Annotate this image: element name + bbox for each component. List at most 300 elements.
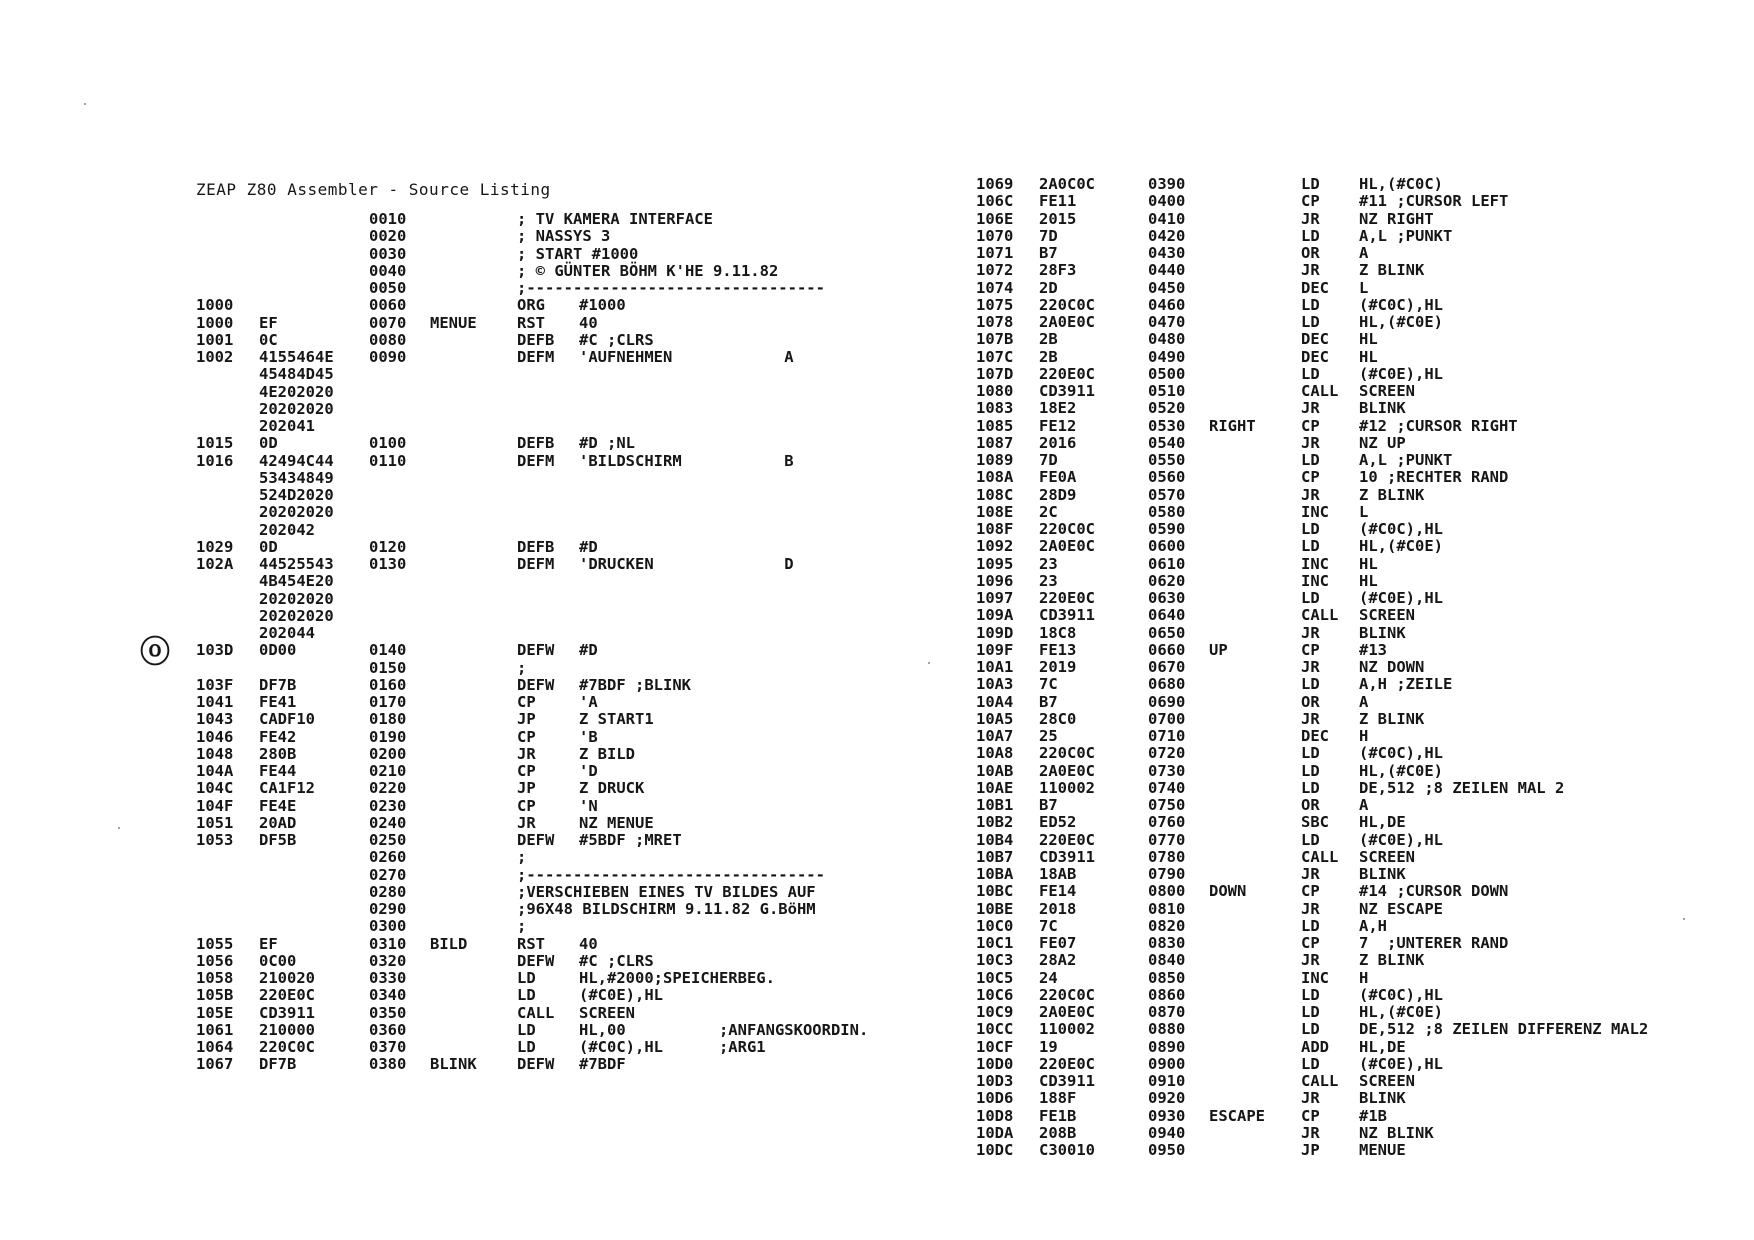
listing-cell-op: JR [1301, 899, 1320, 918]
listing-cell-op: CP [1301, 1106, 1320, 1125]
listing-cell-op: JR [1301, 399, 1320, 418]
listing-cell-addr: 10B2 [976, 813, 1014, 832]
listing-cell-hex: 4B454E20 [259, 572, 334, 591]
listing-cell-line: 0810 [1148, 899, 1186, 918]
listing-cell-addr: 10AB [976, 761, 1014, 780]
listing-cell-addr: 10DC [976, 1141, 1014, 1159]
listing-cell-hex: 220E0C [1039, 364, 1095, 383]
listing-cell-arg: #14 ;CURSOR DOWN [1359, 882, 1509, 901]
listing-cell-arg: (#C0E),HL [1359, 364, 1443, 383]
listing-cell-hex: 23 [1039, 571, 1058, 590]
listing-cell-op: LD [1301, 985, 1320, 1004]
listing-cell-hex: 188F [1039, 1089, 1077, 1108]
listing-cell-hex: FE42 [259, 727, 297, 746]
listing-cell-line: 0300 [369, 917, 407, 936]
listing-cell-addr: 106E [976, 209, 1014, 228]
listing-cell-line: 0430 [1148, 244, 1186, 262]
listing-cell-arg: NZ RIGHT [1359, 209, 1434, 228]
listing-cell-line: 0600 [1148, 537, 1186, 556]
listing-cell-op: DEC [1301, 727, 1329, 745]
listing-cell-op: CP [1301, 882, 1320, 901]
listing-cell-hex: 220E0C [1039, 589, 1095, 607]
listing-cell-arg: A,L ;PUNKT [1359, 451, 1453, 469]
listing-cell-hex: 2B [1039, 330, 1058, 349]
listing-title: ZEAP Z80 Assembler - Source Listing [196, 180, 551, 199]
listing-cell-addr: 1078 [976, 313, 1014, 331]
listing-cell-line: 0460 [1148, 295, 1186, 314]
listing-cell-hex: 20202020 [259, 399, 334, 418]
listing-cell-hex: 220C0C [1039, 295, 1095, 314]
listing-cell-hex: 202041 [259, 417, 315, 435]
listing-cell-op: OR [1301, 244, 1320, 262]
listing-cell-op: CALL [1301, 1072, 1339, 1090]
listing-cell-arg: Z BILD [579, 744, 635, 763]
listing-cell-addr: 10C6 [976, 985, 1014, 1004]
listing-cell-hex: FE14 [1039, 882, 1077, 901]
listing-cell-addr: 1087 [976, 433, 1014, 452]
listing-cell-addr: 105E [196, 1003, 234, 1022]
listing-cell-label: RIGHT [1209, 416, 1256, 435]
listing-cell-addr: 1061 [196, 1020, 234, 1039]
listing-cell-hex: EF [259, 313, 278, 332]
listing-cell-line: 0340 [369, 986, 407, 1005]
listing-cell-addr: 1096 [976, 571, 1014, 590]
listing-cell-hex: 2B [1039, 347, 1058, 366]
listing-cell-op: JR [517, 744, 536, 763]
listing-cell-hex: 524D2020 [259, 486, 334, 504]
listing-cell-arg: (#C0E),HL [1359, 1054, 1443, 1073]
listing-cell-addr: 10BA [976, 865, 1014, 883]
listing-cell-hex: 2015 [1039, 209, 1077, 228]
listing-cell-line: 0190 [369, 727, 407, 746]
listing-cell-hex: DF7B [259, 675, 297, 694]
listing-cell-arg: Z BLINK [1359, 261, 1425, 280]
listing-cell-line: 0250 [369, 831, 407, 849]
listing-cell-arg: HL [1359, 554, 1378, 573]
listing-cell-addr: 10C5 [976, 968, 1014, 987]
listing-cell-addr: 1095 [976, 554, 1014, 573]
listing-cell-hex: 25 [1039, 727, 1058, 745]
listing-cell-arg: #D [579, 537, 598, 556]
listing-cell-line: 0540 [1148, 433, 1186, 452]
listing-cell-arg: 40 [579, 934, 598, 953]
listing-cell-arg: HL [1359, 330, 1378, 349]
listing-cell-arg: BLINK [1359, 1089, 1406, 1108]
listing-cell-arg: HL [1359, 347, 1378, 366]
listing-cell-line: 0150 [369, 658, 407, 677]
listing-cell-hex: 4155464E [259, 348, 334, 366]
listing-cell-line: 0060 [369, 296, 407, 315]
listing-cell-hex: 2D [1039, 278, 1058, 297]
listing-cell-arg: SCREEN [1359, 1072, 1415, 1090]
listing-cell-arg: L [1359, 502, 1369, 521]
listing-cell-addr: 108A [976, 468, 1014, 487]
listing-cell-op: JR [1301, 865, 1320, 883]
listing-cell-arg: #12 ;CURSOR RIGHT [1359, 416, 1518, 435]
listing-cell-arg: H [1359, 727, 1369, 745]
listing-cell-line: 0090 [369, 348, 407, 366]
listing-cell-hex: 2A0E0C [1039, 761, 1095, 780]
listing-cell-addr: 103D [196, 641, 234, 660]
listing-cell-op: ;VERSCHIEBEN EINES TV BILDES AUF [517, 882, 816, 901]
listing-cell-op: JP [1301, 1141, 1320, 1159]
listing-cell-line: 0550 [1148, 451, 1186, 469]
listing-cell-line: 0030 [369, 244, 407, 263]
listing-cell-op: LD [517, 1038, 536, 1056]
listing-cell-line: 0200 [369, 744, 407, 763]
listing-cell-hex: FE13 [1039, 640, 1077, 659]
listing-cell-op: ; NASSYS 3 [517, 227, 611, 246]
listing-cell-op: DEFM [517, 451, 555, 470]
listing-cell-arg: NZ MENUE [579, 813, 654, 832]
listing-cell-op: JR [1301, 623, 1320, 642]
listing-cell-line: 0830 [1148, 934, 1186, 952]
listing-cell-arg: HL,(#C0E) [1359, 761, 1443, 780]
listing-cell-addr: 1089 [976, 451, 1014, 469]
listing-cell-line: 0650 [1148, 623, 1186, 642]
listing-cell-op: DEFW [517, 951, 555, 970]
listing-cell-line: 0210 [369, 762, 407, 780]
listing-cell-addr: 10A1 [976, 658, 1014, 676]
listing-cell-hex: 202044 [259, 624, 315, 642]
listing-cell-op: OR [1301, 796, 1320, 814]
listing-cell-addr: 1085 [976, 416, 1014, 435]
listing-cell-addr: 10C0 [976, 916, 1014, 935]
listing-cell-arg: HL,(#C0C) [1359, 175, 1443, 193]
listing-cell-line: 0140 [369, 641, 407, 660]
listing-cell-arg: SCREEN [579, 1003, 635, 1022]
listing-cell-line: 0260 [369, 848, 407, 867]
listing-cell-addr: 103F [196, 675, 234, 694]
listing-cell-line: 0660 [1148, 640, 1186, 659]
listing-cell-line: 0270 [369, 865, 407, 884]
listing-cell-arg: Z START1 [579, 710, 654, 729]
listing-cell-op: LD [1301, 761, 1320, 780]
listing-cell-hex: EF [259, 934, 278, 953]
margin-mark: ⓞ [140, 635, 170, 670]
listing-cell-hex: B7 [1039, 692, 1058, 711]
listing-cell-arg: (#C0C),HL [1359, 744, 1443, 763]
listing-cell-op: JR [1301, 261, 1320, 280]
listing-cell-line: 0570 [1148, 485, 1186, 504]
listing-cell-hex: FE07 [1039, 934, 1077, 952]
listing-cell-line: 0880 [1148, 1020, 1186, 1039]
listing-cell-op: LD [1301, 295, 1320, 314]
listing-cell-line: 0840 [1148, 951, 1186, 970]
listing-cell-addr: 10CF [976, 1037, 1014, 1056]
paper-speck [84, 103, 86, 105]
listing-cell-label: BILD [430, 934, 468, 953]
listing-cell-op: JR [1301, 658, 1320, 676]
listing-cell-line: 0520 [1148, 399, 1186, 418]
listing-cell-line: 0850 [1148, 968, 1186, 987]
listing-cell-op: OR [1301, 692, 1320, 711]
listing-cell-op: CP [517, 762, 536, 780]
listing-cell-addr: 1051 [196, 813, 234, 832]
listing-cell-arg: #D [579, 641, 598, 660]
paper-speck [1683, 918, 1685, 920]
listing-cell-line: 0350 [369, 1003, 407, 1022]
listing-cell-line: 0500 [1148, 364, 1186, 383]
listing-cell-arg: (#C0E),HL [579, 986, 663, 1005]
listing-cell-hex: 28C0 [1039, 709, 1077, 728]
listing-cell-addr: 10CC [976, 1020, 1014, 1039]
listing-cell-op: LD [1301, 916, 1320, 935]
listing-cell-label: DOWN [1209, 882, 1247, 901]
listing-cell-arg: HL,#2000;SPEICHERBEG. [579, 969, 775, 987]
listing-cell-addr: 1072 [976, 261, 1014, 280]
listing-cell-line: 0610 [1148, 554, 1186, 573]
listing-cell-hex: 18E2 [1039, 399, 1077, 418]
listing-cell-hex: CADF10 [259, 710, 315, 729]
listing-cell-hex: 0D00 [259, 641, 297, 660]
listing-cell-hex: 202042 [259, 520, 315, 539]
listing-cell-addr: 10AE [976, 778, 1014, 797]
listing-cell-hex: DF7B [259, 1055, 297, 1074]
listing-cell-hex: DF5B [259, 831, 297, 849]
listing-cell-line: 0820 [1148, 916, 1186, 935]
listing-cell-op: DEC [1301, 347, 1329, 366]
listing-cell-arg: #1000 [579, 296, 626, 315]
listing-cell-hex: 220E0C [1039, 830, 1095, 849]
listing-cell-line: 0290 [369, 900, 407, 918]
listing-cell-op: LD [1301, 1003, 1320, 1021]
listing-cell-arg: (#C0E),HL [1359, 830, 1443, 849]
listing-cell-hex: B7 [1039, 796, 1058, 814]
listing-cell-arg: 'N [579, 796, 598, 815]
listing-cell-arg: 'AUFNEHMEN A [579, 348, 794, 366]
listing-cell-arg: NZ UP [1359, 433, 1406, 452]
listing-cell-line: 0400 [1148, 192, 1186, 211]
listing-cell-line: 0450 [1148, 278, 1186, 297]
listing-cell-hex: FE44 [259, 762, 297, 780]
listing-cell-hex: 28D9 [1039, 485, 1077, 504]
listing-cell-label: UP [1209, 640, 1228, 659]
listing-cell-addr: 1097 [976, 589, 1014, 607]
listing-cell-arg: A [1359, 796, 1369, 814]
listing-cell-arg: HL,(#C0E) [1359, 537, 1443, 556]
listing-cell-line: 0870 [1148, 1003, 1186, 1021]
listing-cell-op: CP [517, 693, 536, 711]
listing-cell-hex: 2A0C0C [1039, 175, 1095, 193]
listing-cell-addr: 1001 [196, 330, 234, 349]
listing-cell-addr: 10A4 [976, 692, 1014, 711]
listing-cell-op: RST [517, 313, 545, 332]
listing-cell-addr: 104F [196, 796, 234, 815]
listing-cell-arg: BLINK [1359, 865, 1406, 883]
listing-cell-hex: 220C0C [259, 1038, 315, 1056]
listing-cell-op: LD [517, 986, 536, 1005]
listing-cell-hex: FE0A [1039, 468, 1077, 487]
listing-cell-op: ;-------------------------------- [517, 865, 825, 884]
listing-cell-arg: Z DRUCK [579, 779, 645, 798]
listing-cell-addr: 1080 [976, 382, 1014, 400]
listing-cell-line: 0310 [369, 934, 407, 953]
listing-cell-op: LD [1301, 830, 1320, 849]
listing-cell-addr: 10DA [976, 1123, 1014, 1142]
listing-cell-hex: 28F3 [1039, 261, 1077, 280]
listing-cell-op: DEFW [517, 641, 555, 660]
listing-cell-arg: 'BILDSCHIRM B [579, 451, 794, 470]
listing-cell-arg: #5BDF ;MRET [579, 831, 682, 849]
listing-cell-op: ;-------------------------------- [517, 279, 825, 297]
listing-cell-hex: 23 [1039, 554, 1058, 573]
listing-cell-line: 0710 [1148, 727, 1186, 745]
listing-cell-arg: HL [1359, 571, 1378, 590]
listing-cell-line: 0410 [1148, 209, 1186, 228]
listing-cell-arg: HL,(#C0E) [1359, 313, 1443, 331]
listing-cell-op: CP [517, 727, 536, 746]
listing-cell-line: 0080 [369, 330, 407, 349]
listing-cell-op: JR [1301, 1123, 1320, 1142]
listing-cell-hex: 2A0E0C [1039, 313, 1095, 331]
listing-cell-line: 0110 [369, 451, 407, 470]
listing-cell-arg: 'B [579, 727, 598, 746]
listing-cell-line: 0100 [369, 434, 407, 453]
listing-cell-hex: 7C [1039, 675, 1058, 694]
listing-cell-arg: BLINK [1359, 623, 1406, 642]
listing-cell-op: LD [1301, 451, 1320, 469]
listing-cell-line: 0490 [1148, 347, 1186, 366]
listing-cell-line: 0930 [1148, 1106, 1186, 1125]
listing-cell-op: ; START #1000 [517, 244, 639, 263]
listing-cell-line: 0360 [369, 1020, 407, 1039]
listing-cell-line: 0220 [369, 779, 407, 798]
listing-cell-addr: 107D [976, 364, 1014, 383]
listing-cell-hex: 2016 [1039, 433, 1077, 452]
listing-cell-line: 0690 [1148, 692, 1186, 711]
listing-cell-op: JR [1301, 433, 1320, 452]
listing-cell-op: DEC [1301, 330, 1329, 349]
listing-cell-hex: 20AD [259, 813, 297, 832]
listing-cell-addr: 1083 [976, 399, 1014, 418]
listing-cell-op: DEFB [517, 330, 555, 349]
listing-cell-line: 0380 [369, 1055, 407, 1074]
listing-cell-line: 0560 [1148, 468, 1186, 487]
listing-cell-op: LD [1301, 364, 1320, 383]
listing-cell-arg: L [1359, 278, 1369, 297]
listing-cell-label: ESCAPE [1209, 1106, 1265, 1125]
listing-cell-op: DEFM [517, 348, 555, 366]
listing-cell-hex: 20202020 [259, 606, 334, 625]
listing-cell-addr: 10D6 [976, 1089, 1014, 1108]
listing-cell-op: CP [1301, 468, 1320, 487]
listing-cell-op: CP [517, 796, 536, 815]
listing-cell-addr: 1055 [196, 934, 234, 953]
listing-cell-line: 0160 [369, 675, 407, 694]
listing-cell-line: 0230 [369, 796, 407, 815]
listing-cell-hex: 24 [1039, 968, 1058, 987]
listing-cell-hex: 20202020 [259, 503, 334, 522]
listing-cell-hex: 42494C44 [259, 451, 334, 470]
listing-cell-arg: 'A [579, 693, 598, 711]
listing-cell-arg: (#C0C),HL ;ARG1 [579, 1038, 766, 1056]
listing-cell-hex: 7D [1039, 226, 1058, 245]
listing-cell-arg: HL,DE [1359, 813, 1406, 832]
listing-cell-hex: ED52 [1039, 813, 1077, 832]
listing-cell-arg: #D ;NL [579, 434, 635, 453]
listing-cell-line: 0580 [1148, 502, 1186, 521]
listing-cell-op: JP [517, 710, 536, 729]
listing-cell-addr: 1053 [196, 831, 234, 849]
listing-cell-hex: 2C [1039, 502, 1058, 521]
listing-cell-arg: A [1359, 244, 1369, 262]
listing-cell-line: 0180 [369, 710, 407, 729]
listing-cell-line: 0440 [1148, 261, 1186, 280]
listing-cell-arg: DE,512 ;8 ZEILEN DIFFERENZ MAL2 [1359, 1020, 1649, 1039]
listing-cell-op: RST [517, 934, 545, 953]
listing-cell-addr: 10BC [976, 882, 1014, 901]
listing-cell-op: JR [517, 813, 536, 832]
listing-cell-op: JR [1301, 209, 1320, 228]
listing-cell-hex: 18C8 [1039, 623, 1077, 642]
listing-cell-arg: SCREEN [1359, 606, 1415, 625]
listing-cell-arg: HL,(#C0E) [1359, 1003, 1443, 1021]
listing-cell-hex: 110002 [1039, 778, 1095, 797]
listing-cell-line: 0730 [1148, 761, 1186, 780]
listing-cell-arg: NZ BLINK [1359, 1123, 1434, 1142]
listing-cell-addr: 1092 [976, 537, 1014, 556]
listing-cell-addr: 1070 [976, 226, 1014, 245]
listing-cell-hex: CD3911 [1039, 1072, 1095, 1090]
listing-cell-line: 0590 [1148, 520, 1186, 538]
listing-cell-line: 0770 [1148, 830, 1186, 849]
listing-cell-addr: 104A [196, 762, 234, 780]
listing-cell-line: 0240 [369, 813, 407, 832]
listing-cell-addr: 10D8 [976, 1106, 1014, 1125]
listing-cell-op: DEFB [517, 537, 555, 556]
listing-cell-op: CALL [1301, 382, 1339, 400]
listing-cell-addr: 1000 [196, 313, 234, 332]
listing-cell-op: ; [517, 658, 527, 677]
listing-cell-line: 0680 [1148, 675, 1186, 694]
listing-cell-addr: 10B1 [976, 796, 1014, 814]
listing-cell-addr: 10C1 [976, 934, 1014, 952]
listing-cell-line: 0420 [1148, 226, 1186, 245]
listing-cell-line: 0700 [1148, 709, 1186, 728]
listing-cell-addr: 1074 [976, 278, 1014, 297]
listing-cell-arg: #1B [1359, 1106, 1387, 1125]
listing-cell-arg: #11 ;CURSOR LEFT [1359, 192, 1509, 211]
listing-cell-addr: 1002 [196, 348, 234, 366]
listing-cell-addr: 1071 [976, 244, 1014, 262]
listing-cell-hex: 220C0C [1039, 744, 1095, 763]
listing-cell-arg: #C ;CLRS [579, 951, 654, 970]
listing-cell-addr: 1000 [196, 296, 234, 315]
listing-cell-addr: 108E [976, 502, 1014, 521]
listing-cell-line: 0750 [1148, 796, 1186, 814]
listing-cell-addr: 1046 [196, 727, 234, 746]
listing-cell-arg: 40 [579, 313, 598, 332]
listing-cell-arg: SCREEN [1359, 847, 1415, 866]
listing-cell-arg: 'DRUCKEN D [579, 555, 794, 573]
listing-cell-line: 0720 [1148, 744, 1186, 763]
listing-cell-op: ; [517, 848, 527, 867]
listing-cell-op: LD [1301, 313, 1320, 331]
listing-cell-arg: 10 ;RECHTER RAND [1359, 468, 1509, 487]
listing-cell-hex: FE41 [259, 693, 297, 711]
listing-cell-line: 0170 [369, 693, 407, 711]
listing-cell-line: 0630 [1148, 589, 1186, 607]
listing-cell-hex: FE1B [1039, 1106, 1077, 1125]
listing-cell-addr: 1041 [196, 693, 234, 711]
listing-cell-op: JR [1301, 1089, 1320, 1108]
listing-cell-op: DEC [1301, 278, 1329, 297]
listing-cell-label: MENUE [430, 313, 477, 332]
listing-cell-op: LD [1301, 520, 1320, 538]
listing-cell-arg: DE,512 ;8 ZEILEN MAL 2 [1359, 778, 1565, 797]
listing-cell-addr: 1043 [196, 710, 234, 729]
